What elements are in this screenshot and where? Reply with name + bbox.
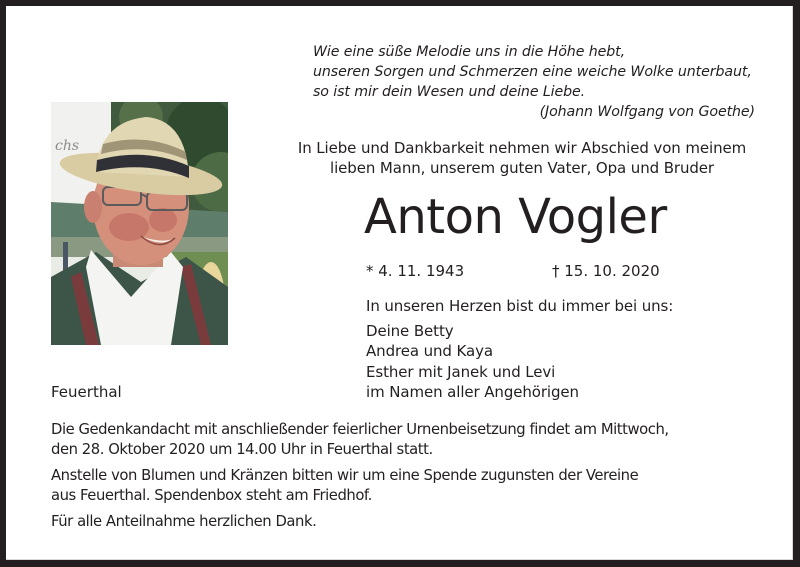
obituary-card: [6, 6, 793, 560]
notice-line: aus Feuerthal. Spendenbox steht am Friedhof.: [51, 486, 372, 504]
deceased-name: Anton Vogler: [364, 189, 667, 245]
intro-line: lieben Mann, unserem guten Vater, Opa und Bruder: [330, 159, 714, 177]
poem-line: unseren Sorgen und Schmerzen eine weiche Wolke unterbaut,: [313, 64, 752, 80]
notice-text: [51, 420, 669, 539]
portrait-image: [51, 102, 228, 345]
death-date: † 15. 10. 2020: [552, 262, 660, 280]
birth-date: * 4. 11. 1943: [366, 262, 465, 280]
intro-text: [282, 138, 762, 178]
poem-author: (Johann Wolfgang von Goethe): [539, 104, 755, 120]
family-member: im Namen aller Angehörigen: [366, 383, 579, 401]
family-lead: In unseren Herzen bist du immer bei uns:: [366, 297, 674, 315]
family-member: Deine Betty: [366, 321, 454, 340]
thanks-notice: [51, 512, 669, 532]
donation-notice: [51, 466, 669, 505]
notice-line: Anstelle von Blumen und Kränzen bitten wir um eine Spende zugunsten der Vereine: [51, 467, 639, 484]
poem-line: so ist mir dein Wesen und deine Liebe.: [313, 84, 586, 100]
life-dates: [366, 261, 660, 281]
poem-line: Wie eine süße Melodie uns in die Höhe hebt,: [313, 44, 626, 60]
portrait-photo: [51, 102, 228, 345]
intro-line: In Liebe und Dankbarkeit nehmen wir Abschied von meinem: [297, 139, 747, 157]
family-member: Andrea und Kaya: [366, 342, 493, 360]
family-signatures: [366, 296, 673, 403]
notice-line: Für alle Anteilnahme herzlichen Dank.: [51, 513, 317, 530]
poem-quote: [313, 42, 755, 122]
service-notice: [51, 420, 669, 459]
place-name: Feuerthal: [51, 383, 122, 401]
svg-text:chs: chs: [55, 138, 80, 154]
notice-line: Die Gedenkandacht mit anschließender feierlicher Urnenbeisetzung findet am Mittwoch,: [51, 421, 669, 438]
family-member: Esther mit Janek und Levi: [366, 362, 556, 381]
notice-line: den 28. Oktober 2020 um 14.00 Uhr in Feuerthal statt.: [51, 440, 433, 458]
